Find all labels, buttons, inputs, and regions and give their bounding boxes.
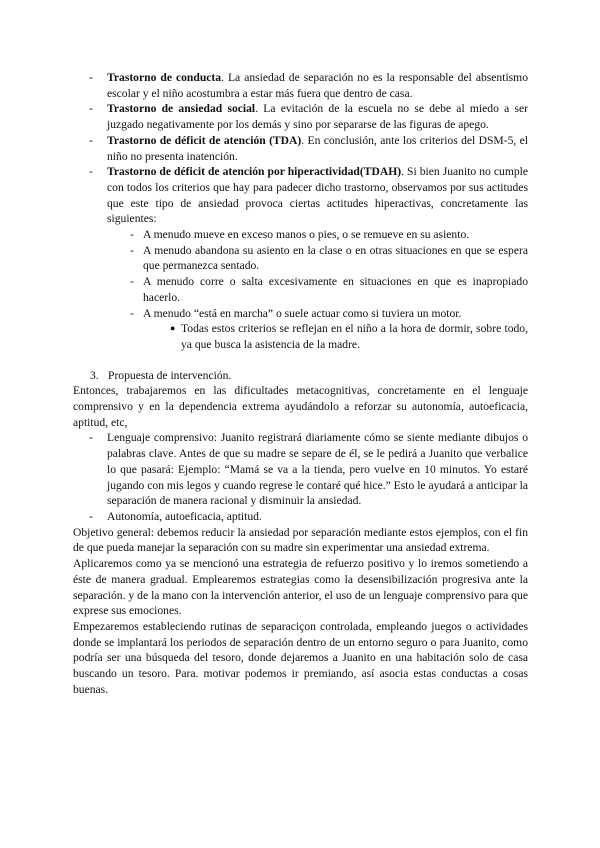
dash-bullet: - <box>130 243 134 257</box>
list-item-trastorno-conducta <box>73 70 528 101</box>
goal-item-autonomia <box>73 509 528 525</box>
desc-tdah: . Si bien Juanito no cumple con todos los criterios que hay para padecer dicho trastorno, observamos por sus actitudes que este tipo de ansiedad provoca ciertas actitudes hiperactivas, concretamente las siguientes: <box>107 165 529 226</box>
term-trastorno-conducta: Trastorno de conducta <box>107 71 222 84</box>
dash-bullet: - <box>89 431 93 445</box>
criterion-text: A menudo “está en marcha” o suele actuar como si tuviera un motor. <box>143 306 462 320</box>
list-item-tdah <box>73 164 528 227</box>
intro-paragraph: Entonces, trabajaremos en las dificultades metacognitivas, concretamente en el lenguaje comprensivo y en la dependencia extrema ayudándolo a reforzar su autonomía, autoeficacia, aptitud, etc, <box>73 384 528 429</box>
dash-bullet: - <box>89 102 93 116</box>
desc-trastorno-conducta: . La ansiedad de separación no es la responsable del absentismo escolar y el niño acostumbra a estar más fuera que dentro de casa. <box>107 71 528 100</box>
sub-list-item <box>73 243 528 274</box>
list-item-ansiedad-social <box>73 101 528 132</box>
criterion-text: A menudo corre o salta excesivamente en situaciones en que es inapropiado hacerlo. <box>143 275 528 304</box>
criteria-note: Todas estos criterios se reflejan en el niño a la hora de dormir, sobre todo, ya que busca la asistencia de la madre. <box>181 322 528 351</box>
refuerzo-paragraph: Aplicaremos como ya se mencionó una estrategia de refuerzo positivo y lo iremos sometiendo a éste de manera gradual. Emplearemos estrategias como la desensibilización progresiva ante la separación. y de la mano con la intervención anterior, el uso de un lenguaje comprensivo para que exprese sus emociones. <box>73 557 528 618</box>
dash-bullet: - <box>130 228 134 242</box>
section-title: Propuesta de intervención. <box>108 368 232 382</box>
rutinas-paragraph: Empezaremos estableciendo rutinas de separaciçon controlada, empleando juegos o actividades donde se implantará los periodos de separación dentro de un entorno seguro o para Juanito, como podría ser una búsqueda del tesoro, donde dejaremos a Juanito en una habitación solo de casa buscando un tesoro. Para. motivar podemos ir premiando, así asocia estas conductas a cosas buenas. <box>73 619 528 696</box>
section-heading <box>73 368 528 384</box>
desc-tda: . En conclusión, ante los criterios del DSM-5, el niño no presenta inatención. <box>107 133 528 163</box>
sub-list-item <box>73 306 528 322</box>
dot-bullet-icon: ● <box>170 323 176 334</box>
dash-bullet: - <box>89 71 93 84</box>
term-ansiedad-social: Trastorno de ansiedad social <box>107 102 256 116</box>
term-tda: Trastorno de déficit de atención (TDA) <box>107 133 302 147</box>
sub-sub-list-item <box>73 321 528 352</box>
list-item-tda <box>73 133 528 164</box>
goal-text: Lenguaje comprensivo: Juanito registrará diariamente cómo se siente mediante dibujos o palabras clave. Antes de que su madre se separe de él, se le pedirá a Juanito que verbalice lo que pasará: Ejemplo: “Mamá se va a la tienda, pero vuelve en 10 minutos. Yo estaré jugando con mis legos y cuando regrese le contaré qué hice.” Esto le ayudará a anticipar la separación de manera racional y disminuir la ansiedad. <box>107 431 528 508</box>
desc-ansiedad-social: . La evitación de la escuela no se debe al miedo a ser juzgado negativamente por los demás y sino por separarse de las figuras de apego. <box>107 102 528 132</box>
goal-item-lenguaje <box>73 430 528 509</box>
dash-bullet: - <box>89 133 93 147</box>
section-number: 3. <box>90 368 99 382</box>
criterion-text: A menudo mueve en exceso manos o pies, o se remueve en su asiento. <box>143 228 470 242</box>
dash-bullet: - <box>89 509 93 523</box>
dash-bullet: - <box>130 275 134 289</box>
document-page <box>73 70 528 697</box>
sub-list-item <box>73 227 528 243</box>
term-tdah: Trastorno de déficit de atención por hiperactividad(TDAH) <box>107 165 402 179</box>
objetivo-general-paragraph: Objetivo general: debemos reducir la ansiedad por separación mediante estos ejemplos, con el fin de que pueda manejar la separación con su madre sin experimentar una ansiedad extrema. <box>73 525 528 555</box>
dash-bullet: - <box>130 306 134 320</box>
sub-list-item <box>73 274 528 305</box>
criterion-text: A menudo abandona su asiento en la clase o en otras situaciones en que se espera que permanezca sentado. <box>143 243 528 273</box>
dash-bullet: - <box>89 165 93 179</box>
goal-text: Autonomía, autoeficacia, aptitud. <box>107 509 262 523</box>
